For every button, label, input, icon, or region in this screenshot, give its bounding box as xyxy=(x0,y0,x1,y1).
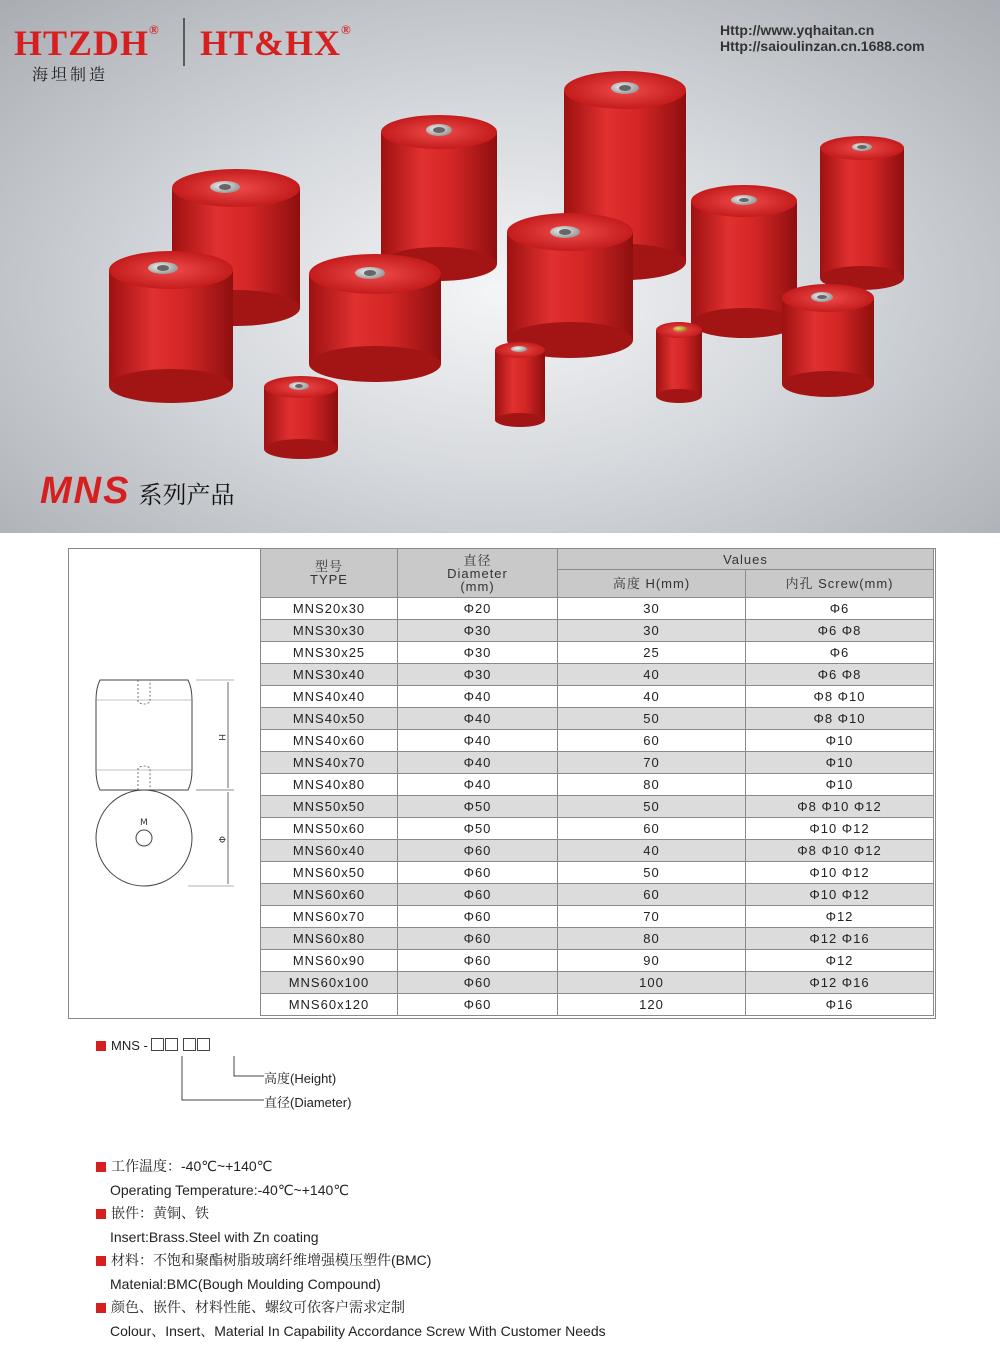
insulator xyxy=(691,185,797,338)
cell-screw: Φ10 xyxy=(746,752,934,774)
website-links xyxy=(720,22,925,54)
insulator xyxy=(782,284,874,397)
insulator xyxy=(495,342,545,427)
table-row xyxy=(261,862,934,884)
cell-height: 40 xyxy=(558,840,746,862)
insulator xyxy=(309,254,441,382)
col-header-height: 高度 H(mm) xyxy=(558,570,746,598)
cell-type: MNS30x40 xyxy=(261,664,398,686)
brand-logo-htzdh: HTZDH® xyxy=(14,22,160,63)
cell-height: 50 xyxy=(558,796,746,818)
note-insert: 嵌件：黄铜、铁 xyxy=(96,1202,606,1226)
table-row xyxy=(261,796,934,818)
insulator xyxy=(264,376,338,459)
cell-type: MNS50x50 xyxy=(261,796,398,818)
cell-diameter: Φ60 xyxy=(398,994,558,1016)
cell-screw: Φ8 Φ10 Φ12 xyxy=(746,796,934,818)
cell-diameter: Φ50 xyxy=(398,818,558,840)
cell-screw: Φ8 Φ10 Φ12 xyxy=(746,840,934,862)
cell-diameter: Φ40 xyxy=(398,686,558,708)
table-row xyxy=(261,928,934,950)
table-row xyxy=(261,752,934,774)
code-box-height xyxy=(197,1038,210,1051)
code-box-diameter xyxy=(151,1038,164,1051)
cell-height: 120 xyxy=(558,994,746,1016)
cell-screw: Φ6 Φ8 xyxy=(746,620,934,642)
cell-height: 25 xyxy=(558,642,746,664)
bullet-square xyxy=(96,1209,106,1219)
product-photo xyxy=(0,0,1000,533)
cell-height: 90 xyxy=(558,950,746,972)
code-box-height xyxy=(183,1038,196,1051)
cell-type: MNS40x80 xyxy=(261,774,398,796)
cell-diameter: Φ20 xyxy=(398,598,558,620)
screw-label: M xyxy=(140,818,148,828)
table-row xyxy=(261,972,934,994)
bullet-square xyxy=(96,1041,106,1051)
cell-type: MNS40x50 xyxy=(261,708,398,730)
table-row xyxy=(261,884,934,906)
cell-type: MNS20x30 xyxy=(261,598,398,620)
cell-diameter: Φ40 xyxy=(398,708,558,730)
cell-diameter: Φ30 xyxy=(398,642,558,664)
table-row xyxy=(261,906,934,928)
series-code: MNS xyxy=(40,470,131,512)
cell-height: 60 xyxy=(558,818,746,840)
brand-logo-hthx: HT&HX® xyxy=(200,22,352,63)
note-material-en: Matenial:BMC(Bough Moulding Compound) xyxy=(110,1275,381,1292)
cell-screw: Φ10 xyxy=(746,730,934,752)
cell-screw: Φ10 xyxy=(746,774,934,796)
cell-diameter: Φ60 xyxy=(398,950,558,972)
note-custom: 颜色、嵌件、材料性能、螺纹可依客户需求定制 xyxy=(96,1296,606,1320)
note-material: 材料：不饱和聚酯树脂玻璃纤维增强模压塑件(BMC) xyxy=(96,1249,606,1273)
table-row xyxy=(261,686,934,708)
cell-screw: Φ16 xyxy=(746,994,934,1016)
cell-screw: Φ12 xyxy=(746,906,934,928)
product-notes xyxy=(96,1155,606,1343)
cell-diameter: Φ60 xyxy=(398,840,558,862)
cell-height: 60 xyxy=(558,730,746,752)
insulator xyxy=(656,322,702,403)
cell-diameter: Φ60 xyxy=(398,928,558,950)
cell-diameter: Φ60 xyxy=(398,862,558,884)
cell-diameter: Φ30 xyxy=(398,620,558,642)
cell-screw: Φ10 Φ12 xyxy=(746,884,934,906)
cell-screw: Φ8 Φ10 xyxy=(746,708,934,730)
insulator xyxy=(820,136,904,290)
cell-type: MNS60x50 xyxy=(261,862,398,884)
cell-type: MNS60x90 xyxy=(261,950,398,972)
note-custom-en: Colour、Insert、Material In Capability Accordance Screw With Customer Needs xyxy=(110,1322,606,1339)
cell-screw: Φ10 Φ12 xyxy=(746,862,934,884)
bullet-square xyxy=(96,1256,106,1266)
cell-type: MNS40x40 xyxy=(261,686,398,708)
cell-height: 40 xyxy=(558,686,746,708)
table-row xyxy=(261,774,934,796)
col-header-diameter: 直径 Diameter (mm) xyxy=(398,549,558,598)
cell-type: MNS60x80 xyxy=(261,928,398,950)
type-code-prefix: MNS - xyxy=(111,1038,148,1053)
cell-diameter: Φ30 xyxy=(398,664,558,686)
cell-type: MNS50x60 xyxy=(261,818,398,840)
note-insert-en: Insert:Brass.Steel with Zn coating xyxy=(110,1228,319,1245)
cell-diameter: Φ40 xyxy=(398,774,558,796)
cell-height: 30 xyxy=(558,598,746,620)
cell-height: 70 xyxy=(558,752,746,774)
cell-height: 40 xyxy=(558,664,746,686)
cell-diameter: Φ60 xyxy=(398,972,558,994)
diameter-dim-label: Φ xyxy=(216,836,226,844)
cell-type: MNS60x120 xyxy=(261,994,398,1016)
cell-height: 80 xyxy=(558,774,746,796)
cell-height: 30 xyxy=(558,620,746,642)
cell-type: MNS40x60 xyxy=(261,730,398,752)
cell-height: 100 xyxy=(558,972,746,994)
insulator xyxy=(109,251,233,403)
cell-type: MNS30x30 xyxy=(261,620,398,642)
cell-height: 60 xyxy=(558,884,746,906)
cell-screw: Φ12 xyxy=(746,950,934,972)
code-box-diameter xyxy=(165,1038,178,1051)
table-row xyxy=(261,818,934,840)
cell-screw: Φ6 Φ8 xyxy=(746,664,934,686)
table-row xyxy=(261,840,934,862)
cell-type: MNS60x60 xyxy=(261,884,398,906)
note-temperature-en: Operating Temperature:-40℃~+140℃ xyxy=(110,1181,349,1198)
table-row xyxy=(261,664,934,686)
shop-url[interactable]: Http://saioulinzan.cn.1688.com xyxy=(720,38,925,54)
cell-diameter: Φ60 xyxy=(398,884,558,906)
table-row xyxy=(261,994,934,1016)
cell-diameter: Φ60 xyxy=(398,906,558,928)
brand-divider xyxy=(183,18,185,66)
website-url[interactable]: Http://www.yqhaitan.cn xyxy=(720,22,875,38)
technical-drawing xyxy=(88,670,248,890)
table-row xyxy=(261,620,934,642)
cell-screw: Φ8 Φ10 xyxy=(746,686,934,708)
hero-banner xyxy=(0,0,1000,533)
cell-type: MNS60x70 xyxy=(261,906,398,928)
table-row xyxy=(261,708,934,730)
col-header-type: 型号 TYPE xyxy=(261,549,398,598)
type-code-leader-lines xyxy=(176,1054,266,1104)
bullet-square xyxy=(96,1303,106,1313)
cell-type: MNS60x40 xyxy=(261,840,398,862)
diameter-code-label: 直径(Diameter) xyxy=(264,1095,352,1110)
table-row xyxy=(261,598,934,620)
spec-table xyxy=(260,548,934,1016)
cell-diameter: Φ50 xyxy=(398,796,558,818)
cell-screw: Φ10 Φ12 xyxy=(746,818,934,840)
cell-diameter: Φ40 xyxy=(398,730,558,752)
cell-height: 80 xyxy=(558,928,746,950)
cell-diameter: Φ40 xyxy=(398,752,558,774)
cell-type: MNS40x70 xyxy=(261,752,398,774)
series-label: 系列产品 xyxy=(138,482,235,509)
brand-subtitle: 海坦制造 xyxy=(32,65,109,84)
cell-height: 50 xyxy=(558,708,746,730)
col-header-screw: 内孔 Screw(mm) xyxy=(746,570,934,598)
table-row xyxy=(261,730,934,752)
series-title xyxy=(40,470,234,513)
height-code-label: 高度(Height) xyxy=(264,1071,337,1086)
note-temperature: 工作温度：-40℃~+140℃ xyxy=(96,1155,606,1179)
col-header-values: Values xyxy=(558,549,934,570)
cell-type: MNS30x25 xyxy=(261,642,398,664)
cell-screw: Φ6 xyxy=(746,598,934,620)
cell-screw: Φ12 Φ16 xyxy=(746,972,934,994)
table-row xyxy=(261,950,934,972)
cell-screw: Φ12 Φ16 xyxy=(746,928,934,950)
insulator xyxy=(507,213,633,358)
cell-screw: Φ6 xyxy=(746,642,934,664)
cell-height: 70 xyxy=(558,906,746,928)
table-row xyxy=(261,642,934,664)
cell-height: 50 xyxy=(558,862,746,884)
bullet-square xyxy=(96,1162,106,1172)
cell-type: MNS60x100 xyxy=(261,972,398,994)
height-dim-label: H xyxy=(216,734,226,741)
